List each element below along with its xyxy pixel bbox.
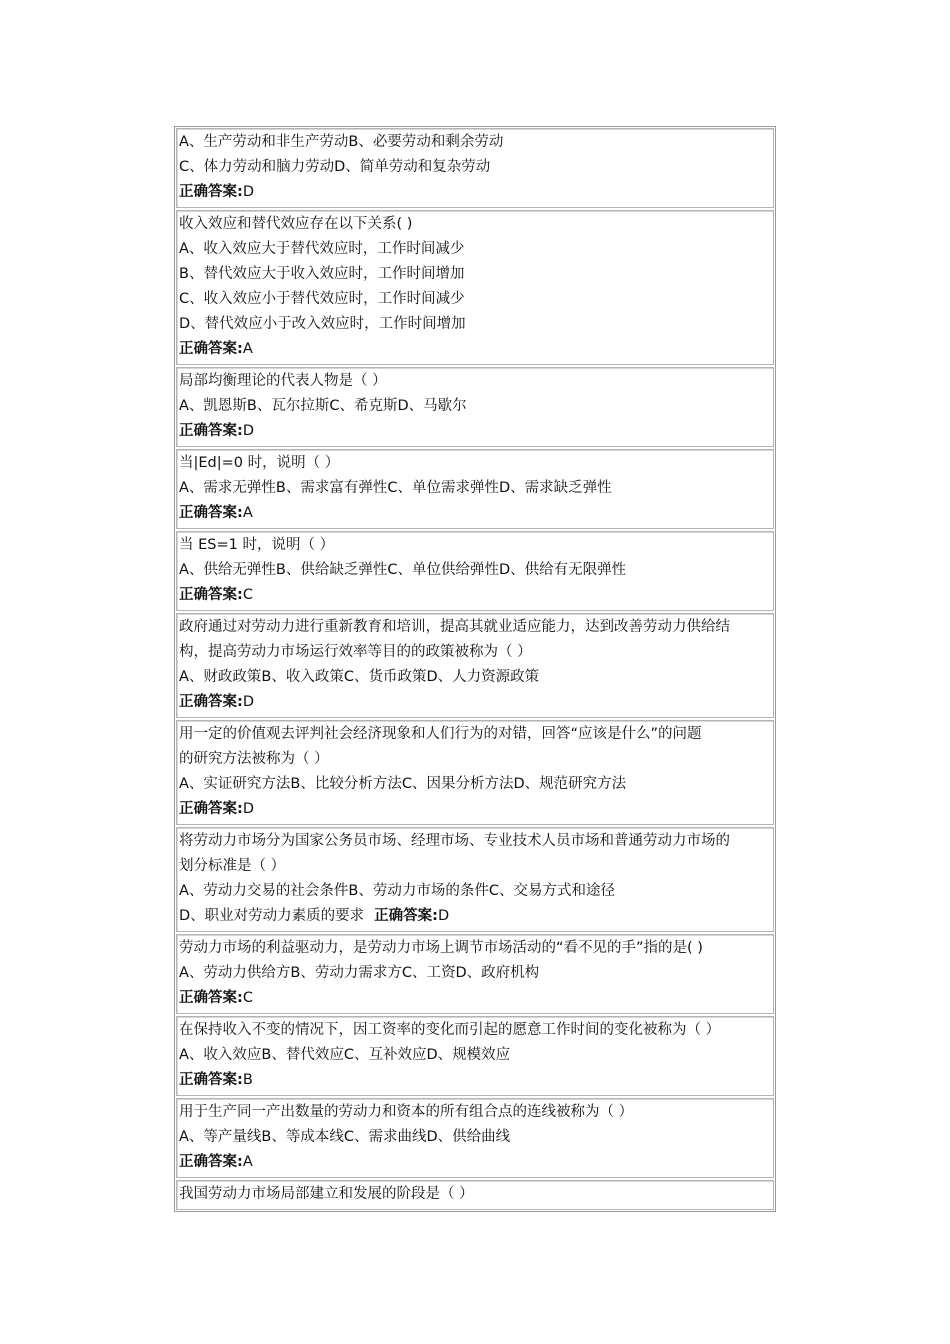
question-cell [176,1098,774,1178]
option-line: A、劳动力供给方B、劳动力需求方C、工资D、政府机构 [179,965,540,981]
question-text: 当 ES=1 时，说明（ ） [179,537,335,553]
answer-line [179,337,773,362]
answer-line [179,180,773,205]
answer-line [179,690,773,715]
option-line: A、凯恩斯B、瓦尔拉斯C、希克斯D、马歇尔 [179,398,467,414]
answer-value: D [437,908,450,924]
answer-label: 正确答案: [179,341,243,357]
question-cell [176,367,774,447]
answer-label: 正确答案: [374,908,438,924]
question-cell [176,1016,774,1096]
question-text: 在保持收入不变的情况下，因工资率的变化而引起的愿意工作时间的变化被称为（ ） [179,1022,721,1038]
inline-answer [374,908,449,924]
question-text: 我国劳动力市场局部建立和发展的阶段是（ ） [179,1186,474,1202]
question-text: 划分标准是（ ） [179,858,286,874]
answer-line [179,501,773,526]
answer-value: D [242,694,254,710]
question-text: 劳动力市场的利益驱动力，是劳动力市场上调节市场活动的“看不见的手”指的是( ) [179,940,703,956]
answer-label: 正确答案: [179,505,243,521]
option-line: B、替代效应大于收入效应时，工作时间增加 [179,266,465,282]
option-line: A、劳动力交易的社会条件B、劳动力市场的条件C、交易方式和途径 [179,883,615,899]
question-cell [176,827,774,932]
option-line [179,904,773,929]
answer-label: 正确答案: [179,1072,243,1088]
option-line: D、替代效应小于改入效应时，工作时间增加 [179,316,466,332]
question-cell [176,449,774,529]
question-text: 局部均衡理论的代表人物是（ ） [179,373,387,389]
question-text: 用于生产同一产出数量的劳动力和资本的所有组合点的连线被称为（ ） [179,1104,634,1120]
answer-label: 正确答案: [179,694,243,710]
answer-value: A [242,505,253,521]
answer-label: 正确答案: [179,587,243,603]
question-cell [176,531,774,611]
answer-value: A [242,1154,253,1170]
option-line: A、收入效应大于替代效应时，工作时间减少 [179,241,465,257]
question-cell [176,934,774,1014]
answer-line [179,1068,773,1093]
option-line: A、生产劳动和非生产劳动B、必要劳动和剩余劳动 [179,134,504,150]
answer-line [179,1150,773,1175]
answer-value: D [242,801,254,817]
answer-label: 正确答案: [179,801,243,817]
answer-label: 正确答案: [179,990,243,1006]
option-line: A、实证研究方法B、比较分析方法C、因果分析方法D、规范研究方法 [179,776,627,792]
question-text: 的研究方法被称为（ ） [179,751,329,767]
question-cell [176,720,774,825]
question-cell [176,1180,774,1210]
question-text: 政府通过对劳动力进行重新教育和培训，提高其就业适应能力，达到改善劳动力供给结 [179,619,730,635]
question-text: 当|Ed|=0 时，说明（ ） [179,455,340,471]
option-line: A、需求无弹性B、需求富有弹性C、单位需求弹性D、需求缺乏弹性 [179,480,612,496]
answer-line [179,419,773,444]
answer-value: D [242,423,254,439]
option-line: C、体力劳动和脑力劳动D、简单劳动和复杂劳动 [179,159,491,175]
answer-value: A [242,341,253,357]
question-text: 用一定的价值观去评判社会经济现象和人们行为的对错，回答“应该是什么”的问题 [179,726,702,742]
question-cell [176,210,774,365]
answer-label: 正确答案: [179,184,243,200]
question-text: 收入效应和替代效应存在以下关系( ) [179,216,413,232]
answer-label: 正确答案: [179,1154,243,1170]
question-cell [176,613,774,718]
option-text: D、职业对劳动力素质的要求 [179,908,365,924]
option-line: A、财政政策B、收入政策C、货币政策D、人力资源政策 [179,669,540,685]
option-line: A、收入效应B、替代效应C、互补效应D、规模效应 [179,1047,511,1063]
question-cell [176,128,774,208]
question-table [174,126,776,1212]
answer-label: 正确答案: [179,423,243,439]
answer-line [179,797,773,822]
answer-line [179,986,773,1011]
answer-value: C [242,990,253,1006]
answer-line [179,583,773,608]
option-line: A、等产量线B、等成本线C、需求曲线D、供给曲线 [179,1129,511,1145]
question-text: 构，提高劳动力市场运行效率等目的的政策被称为（ ） [179,644,532,660]
option-line: A、供给无弹性B、供给缺乏弹性C、单位供给弹性D、供给有无限弹性 [179,562,627,578]
option-line: C、收入效应小于替代效应时，工作时间减少 [179,291,465,307]
question-text: 将劳动力市场分为国家公务员市场、经理市场、专业技术人员市场和普通劳动力市场的 [179,833,730,849]
answer-value: D [242,184,254,200]
answer-value: C [242,587,253,603]
answer-value: B [242,1072,253,1088]
